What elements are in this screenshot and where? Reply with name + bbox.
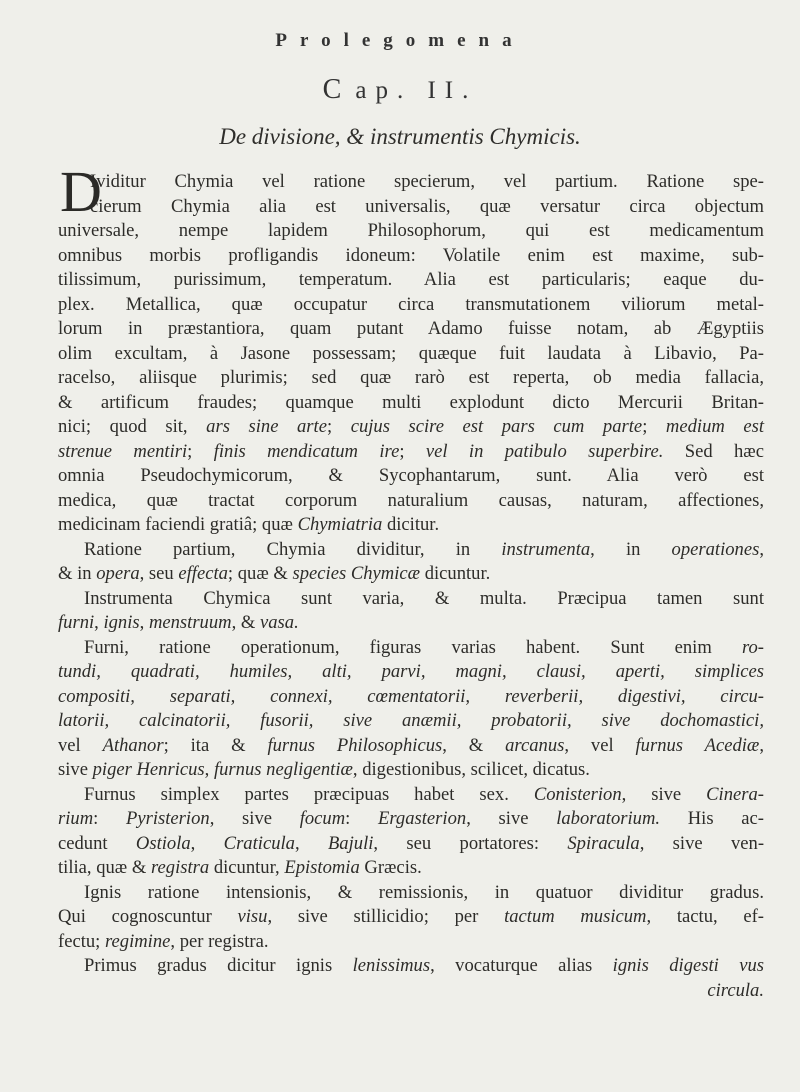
paragraph-7 xyxy=(58,954,764,1003)
text-line: cierum Chymia alia est universalis, quæ versatur circa objectum xyxy=(90,195,764,217)
text-line: tilia, quæ & registra dicuntur, Epistomia Græcis. xyxy=(58,857,422,878)
text-line: compositi, separati, connexi, cœmentatorii, reverberii, digestivi, circu- xyxy=(58,685,764,707)
text-line: Ividitur Chymia vel ratione specierum, vel partium. Ratione spe- xyxy=(90,171,764,192)
text-line: vel Athanor; ita & furnus Philosophicus, & arcanus, vel furnus Acediæ, xyxy=(58,734,764,756)
text-line: tilissimum, purissimum, temperatum. Alia est particularis; eaque du- xyxy=(58,269,764,290)
text-line: rium: Pyristerion, sive focum: Ergasterion, sive laboratorium. His ac- xyxy=(58,808,764,829)
text-line: Ignis ratione intensionis, & remissionis, in quatuor dividitur gradus. xyxy=(84,881,764,903)
text-line: racelso, aliisque plurimis; sed quæ rarò est reperta, ob media fallacia, xyxy=(58,367,764,388)
text-line: Qui cognoscuntur visu, sive stillicidio; per tactum musicum, tactu, ef- xyxy=(58,906,764,927)
text-line: Ratione partium, Chymia dividitur, in instrumenta, in operationes, xyxy=(84,538,764,560)
text-line: universale, nempe lapidem Philosophorum, qui est medicamentum xyxy=(58,220,764,241)
text-line: circula. xyxy=(707,979,764,1001)
text-line: Furnus simplex partes præcipuas habet sex. Conisterion, sive Cinera- xyxy=(84,783,764,805)
text-line: Furni, ratione operationum, figuras varias habent. Sunt enim ro- xyxy=(84,636,764,658)
text-line: latorii, calcinatorii, fusorii, sive anæmii, probatorii, sive dochomastici, xyxy=(58,710,764,731)
paragraph-2 xyxy=(58,538,764,587)
paragraph-3 xyxy=(58,587,764,636)
text-line: olim excultam, à Jasone possessam; quæque fuit laudata à Libavio, Pa- xyxy=(58,342,764,364)
chapter-title: De divisione, & instrumentis Chymicis. xyxy=(219,124,581,149)
running-head: Prolegomena xyxy=(275,30,525,51)
text-line: nici; quod sit, ars sine arte; cujus scire est pars cum parte; medium est xyxy=(58,416,765,437)
text-line: furni, ignis, menstruum, & vasa. xyxy=(58,612,299,633)
text-line: strenue mentiri; finis mendicatum ire; vel in patibulo superbire. Sed hæc xyxy=(58,440,764,462)
text-line: Instrumenta Chymica sunt varia, & multa. Præcipua tamen sunt xyxy=(84,587,764,609)
paragraph-5 xyxy=(58,783,764,881)
body-text xyxy=(58,159,765,1003)
chapter-number: ap. II. xyxy=(355,77,478,104)
text-line: omnia Pseudochymicorum, & Sycophantarum, sunt. Alia verò est xyxy=(58,465,764,486)
paragraph-4 xyxy=(58,636,764,783)
text-line: Primus gradus dicitur ignis lenissimus, vocaturque alias ignis digesti vus xyxy=(84,955,765,976)
paragraph-1 xyxy=(58,159,765,538)
text-line: & artificum fraudes; quamque multi explodunt dicto Mercurii Britan- xyxy=(58,391,764,413)
chapter-heading xyxy=(0,74,800,106)
text-line: & in opera, seu effecta; quæ & species Chymicæ dicuntur. xyxy=(58,563,491,584)
text-line: plex. Metallica, quæ occupatur circa transmutationem viliorum metal- xyxy=(58,293,764,315)
text-line: fectu; regimine, per registra. xyxy=(58,930,269,952)
text-line: cedunt Ostiola, Craticula, Bajuli, seu portatores: Spiracula, sive ven- xyxy=(58,832,765,854)
text-line: omnibus morbis profligandis idoneum: Volatile enim est maxime, sub- xyxy=(58,244,764,266)
text-line: sive piger Henricus, furnus negligentiæ, digestionibus, scilicet, dicatus. xyxy=(58,759,590,780)
chapter-initial: C xyxy=(322,74,356,105)
text-line: tundi, quadrati, humiles, alti, parvi, magni, clausi, aperti, simplices xyxy=(58,661,764,682)
drop-cap: D xyxy=(60,159,102,224)
paragraph-6 xyxy=(58,881,764,955)
text-line: lorum in præstantiora, quam putant Adamo fuisse notam, ab Ægyptiis xyxy=(58,318,764,339)
text-line: medica, quæ tractat corporum naturalium causas, naturam, affectiones, xyxy=(58,489,764,511)
text-line: medicinam faciendi gratiâ; quæ Chymiatria dicitur. xyxy=(58,514,440,535)
